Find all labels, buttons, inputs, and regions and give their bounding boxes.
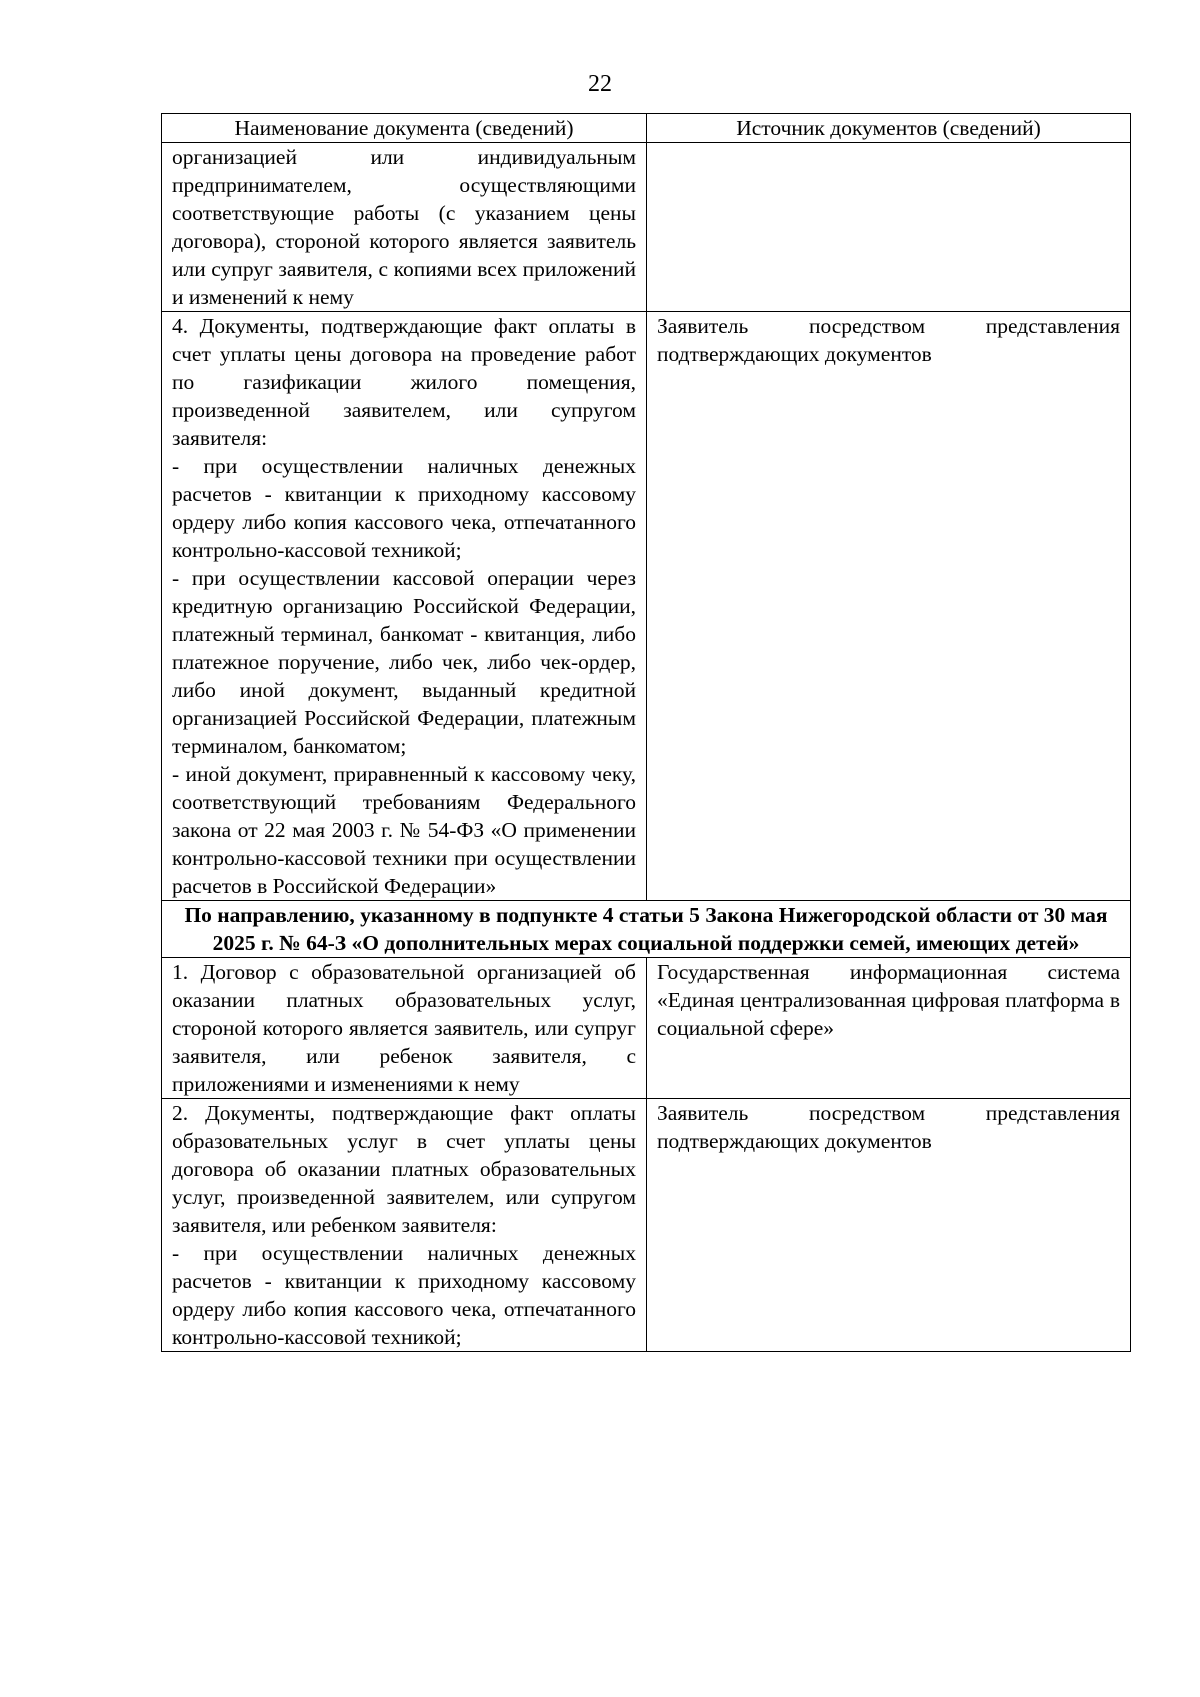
paragraph: - иной документ, приравненный к кассовому чеку, соответствующий требованиям Федерального закона от 22 мая 2003 г. № 54-ФЗ «О применении контрольно-кассовой техники при осуществлении расчетов в Российской Федерации» (172, 762, 636, 898)
table-row (162, 143, 1131, 312)
table-row (162, 1099, 1131, 1352)
document-source-cell: Государственная информационная система «Единая централизованная цифровая платформа в социальной сфере» (647, 958, 1131, 1099)
documents-table (161, 113, 1131, 1352)
header-document-source: Источник документов (сведений) (647, 114, 1131, 143)
header-document-name: Наименование документа (сведений) (162, 114, 647, 143)
section-heading: По направлению, указанному в подпункте 4 статьи 5 Закона Нижегородской области от 30 мая 2025 г. № 64-З «О дополнительных мерах социальной поддержки семей, имеющих детей» (162, 901, 1131, 958)
document-name-cell (162, 1099, 647, 1352)
document-name-cell: организацией или индивидуальным предпринимателем, осуществляющими соответствующие работы (с указанием цены договора), стороной которого является заявитель или супруг заявителя, с копиями всех приложений и изменений к нему (162, 143, 647, 312)
document-source-cell: Заявитель посредством представления подтверждающих документов (647, 1099, 1131, 1352)
document-source-cell (647, 143, 1131, 312)
table-row (162, 312, 1131, 901)
paragraph: 4. Документы, подтверждающие факт оплаты в счет уплаты цены договора на проведение работ по газификации жилого помещения, произведенной заявителем, или супругом заявителя: (172, 314, 636, 450)
table-header-row (162, 114, 1131, 143)
document-source-cell: Заявитель посредством представления подтверждающих документов (647, 312, 1131, 901)
page-number: 22 (588, 71, 612, 97)
document-name-cell (162, 312, 647, 901)
document-name-cell: 1. Договор с образовательной организацией об оказании платных образовательных услуг, стороной которого является заявитель, или супруг заявителя, или ребенок заявителя, с приложениями и изменениями к нему (162, 958, 647, 1099)
table-row (162, 958, 1131, 1099)
paragraph: - при осуществлении наличных денежных расчетов - квитанции к приходному кассовому ордеру либо копия кассового чека, отпечатанного контрольно-кассовой техникой; (172, 1241, 636, 1349)
paragraph: - при осуществлении кассовой операции через кредитную организацию Российской Федерации, платежный терминал, банкомат - квитанция, либо платежное поручение, либо чек, либо чек-ордер, либо иной документ, выданный кредитной организацией Российской Федерации, платежным терминалом, банкоматом; (172, 566, 636, 758)
paragraph: - при осуществлении наличных денежных расчетов - квитанции к приходному кассовому ордеру либо копия кассового чека, отпечатанного контрольно-кассовой техникой; (172, 454, 636, 562)
paragraph: 2. Документы, подтверждающие факт оплаты образовательных услуг в счет уплаты цены договора об оказании платных образовательных услуг, произведенной заявителем, или супругом заявителя, или ребенком заявителя: (172, 1101, 636, 1237)
section-heading-row (162, 901, 1131, 958)
